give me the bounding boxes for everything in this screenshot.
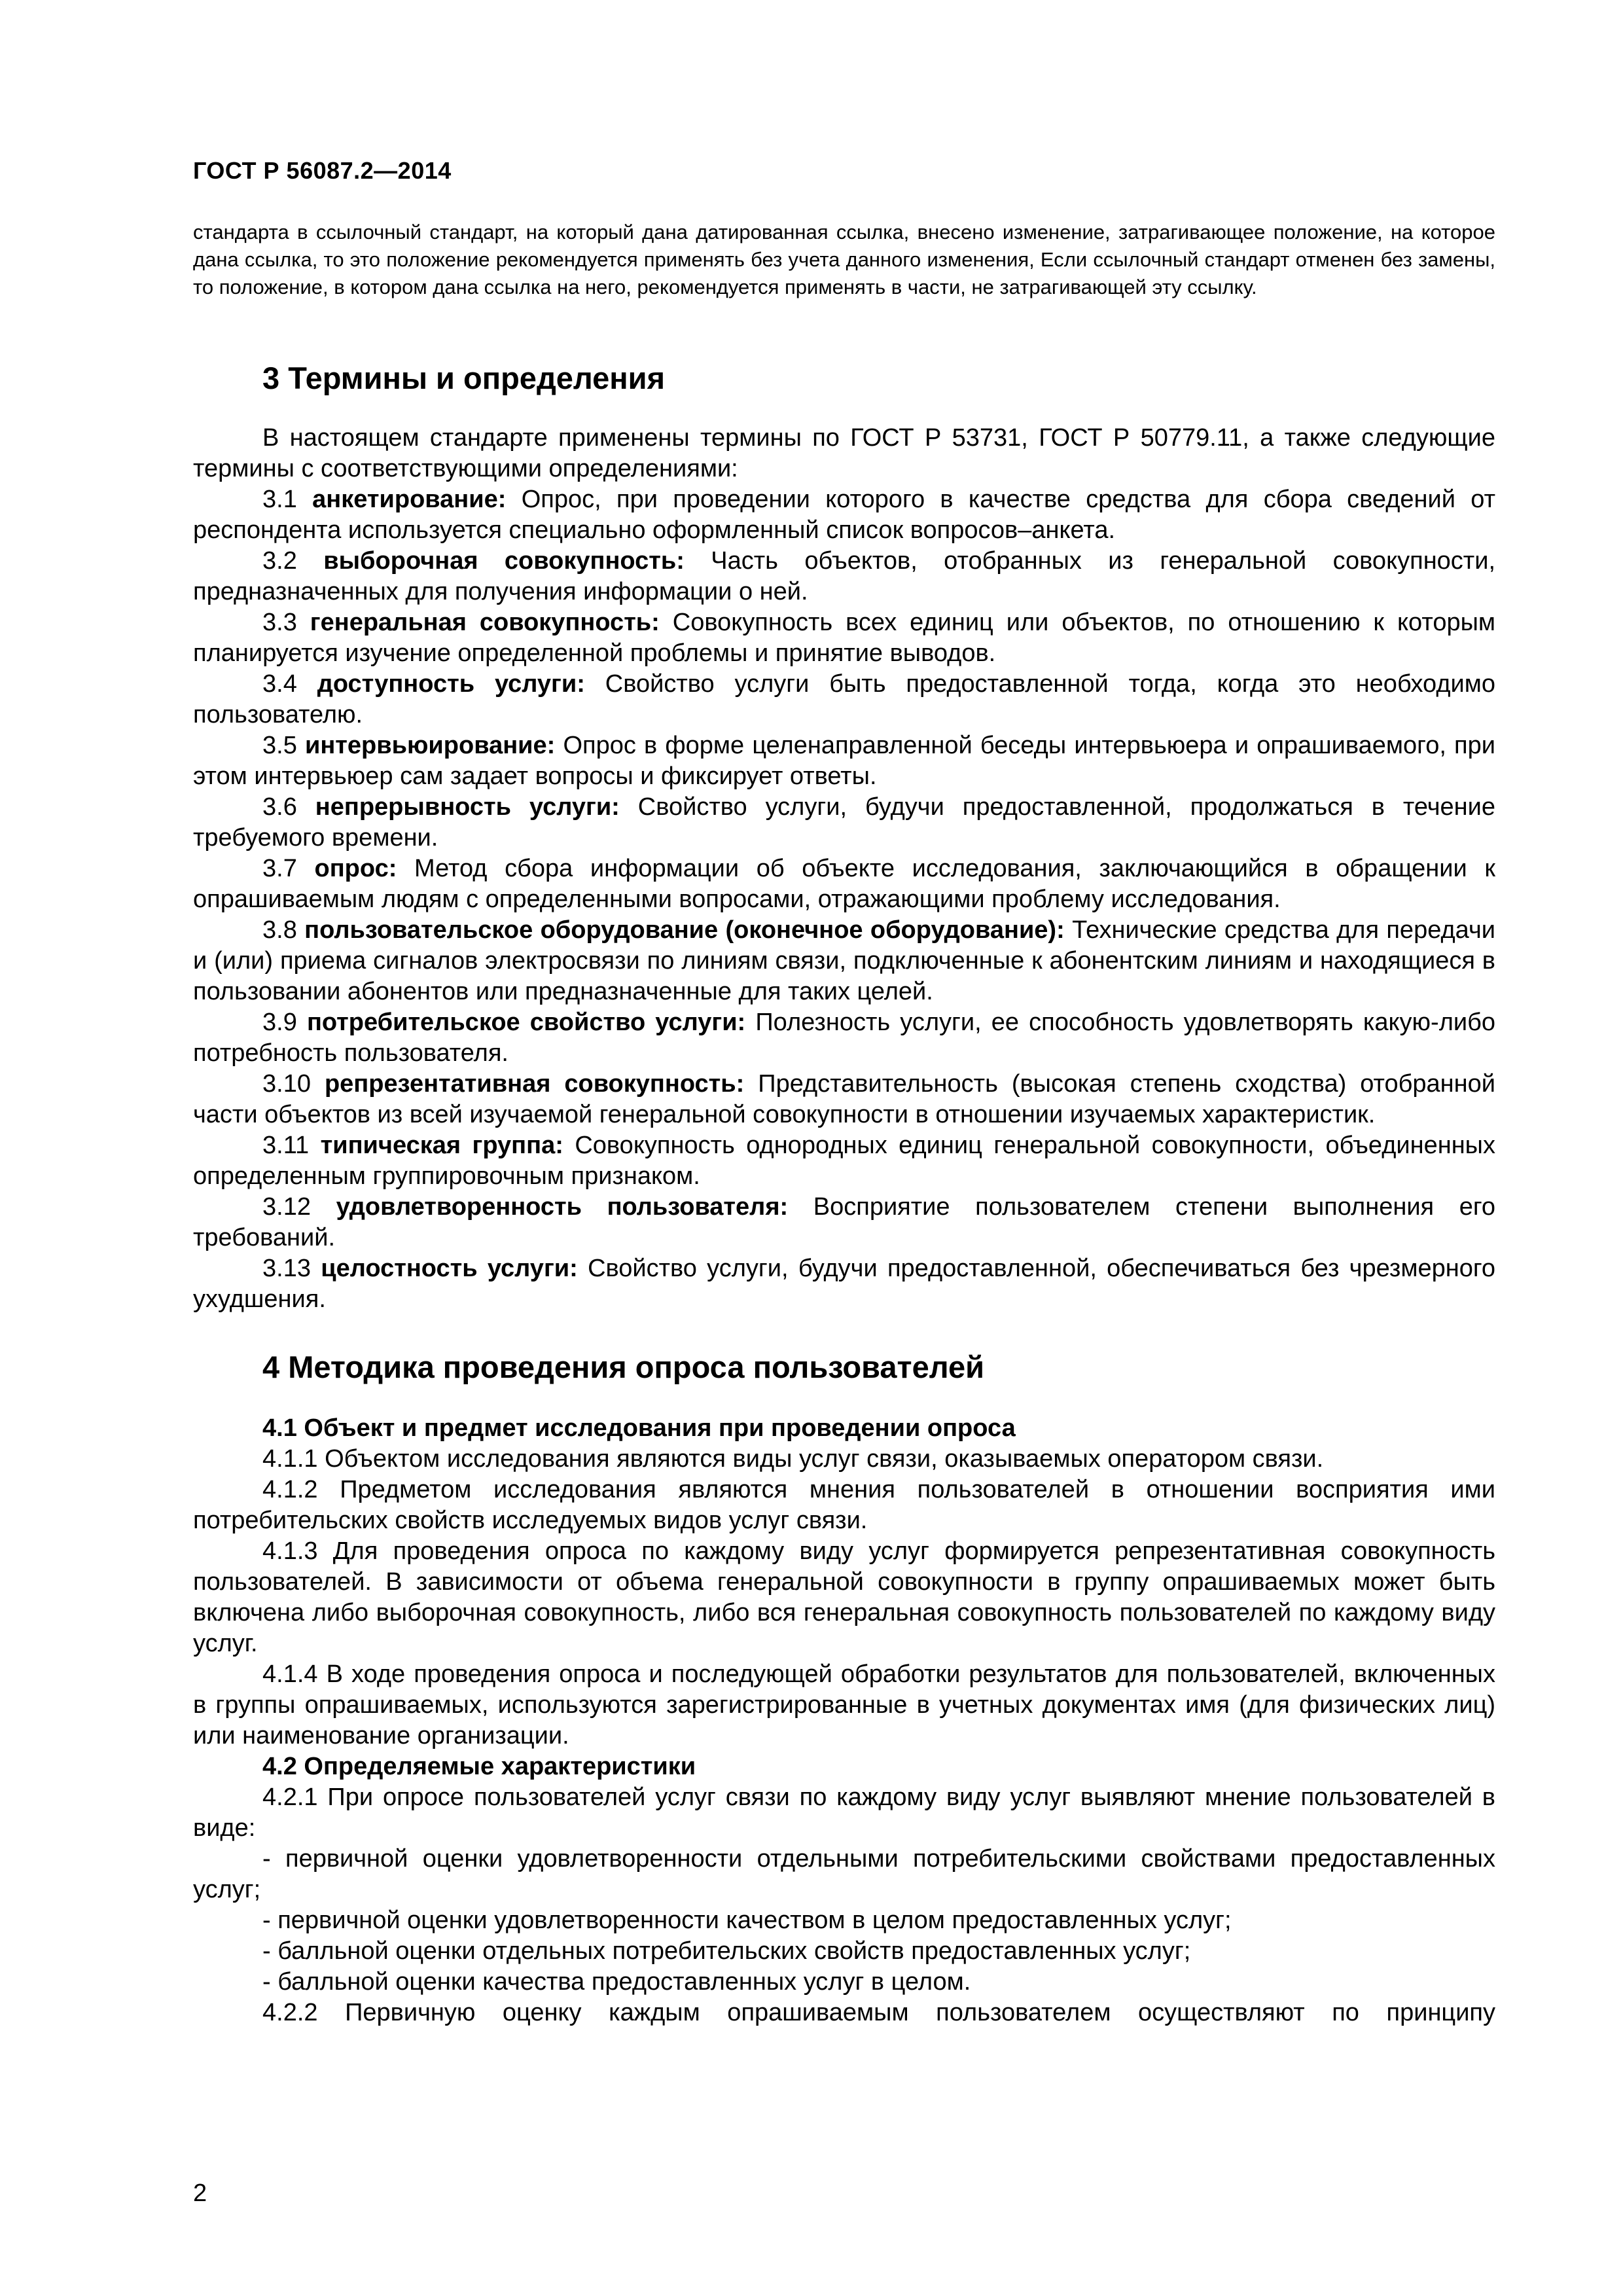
document-body	[193, 359, 1495, 2028]
term-definition: Восприятие пользователем степени выполнения его требований.	[193, 1193, 1496, 1251]
subsection-4-1-heading: 4.1 Объект и предмет исследования при проведении опроса	[262, 1414, 1016, 1442]
term-definition: Совокупность однородных единиц генеральной совокупности, объединенных определенным группировочным признаком.	[193, 1132, 1495, 1190]
term-name: доступность услуги:	[317, 670, 585, 698]
paragraph: 4.1.4 В ходе проведения опроса и последующей обработки результатов для пользователей, включенных в группы опрашиваемых, используются зарегистрированные в учетных документах имя (для физических лиц) или наименование организации.	[193, 1660, 1495, 1749]
section-3-heading: 3 Термины и определения	[262, 361, 665, 395]
term-name: пользовательское оборудование (оконечное оборудование):	[304, 916, 1065, 944]
term-number: 3.12	[262, 1193, 311, 1221]
intro-text: стандарта в ссылочный стандарт, на который дана датированная ссылка, внесено изменение, затрагивающее положение, на которое дана ссылка, то это положение рекомендуется применять без учета данного изменения, Если ссылочный стандарт отменен без замены, то положение, в котором дана ссылка на него, рекомендуется применять в части, не затрагивающей эту ссылку.	[193, 221, 1495, 298]
term-definition: Технические средства для передачи и (или) приема сигналов электросвязи по линиям связи, подключенные к абонентским линиям и находящиеся в пользовании абонентов или предназначенные для таких целей.	[193, 916, 1495, 1005]
term-number: 3.11	[262, 1132, 310, 1159]
term-entry	[193, 484, 1495, 546]
term-definition: Свойство услуги, будучи предоставленной, продолжаться в течение требуемого времени.	[193, 793, 1495, 852]
term-name: целостность услуги:	[321, 1255, 578, 1282]
term-entry	[193, 1130, 1495, 1192]
term-entry	[193, 1069, 1495, 1130]
section-3-lead: В настоящем стандарте применены термины по ГОСТ Р 53731, ГОСТ Р 50779.11, а также следующие термины с соответствующими определениями:	[193, 424, 1495, 482]
term-number: 3.2	[262, 547, 297, 575]
term-definition: Совокупность всех единиц или объектов, по отношению к которым планируется изучение определенной проблемы и принятие выводов.	[193, 609, 1496, 667]
term-definition: Свойство услуги быть предоставленной тогда, когда это необходимо пользователю.	[193, 670, 1495, 728]
list-item: - балльной оценки качества предоставленных услуг в целом.	[262, 1968, 971, 1996]
section-4-heading: 4 Методика проведения опроса пользователей	[262, 1350, 984, 1384]
term-entry	[193, 1007, 1495, 1069]
term-number: 3.4	[262, 670, 297, 698]
term-name: репрезентативная совокупность:	[324, 1070, 745, 1098]
intro-paragraph	[193, 219, 1495, 301]
term-definition: Часть объектов, отобранных из генеральной совокупности, предназначенных для получения информации о ней.	[193, 547, 1495, 605]
term-entry	[193, 1253, 1495, 1315]
term-number: 3.3	[262, 609, 297, 636]
term-entry	[193, 1192, 1495, 1253]
term-name: опрос:	[314, 855, 397, 882]
terms-list	[193, 484, 1495, 1315]
term-entry	[193, 730, 1495, 792]
term-number: 3.9	[262, 1009, 297, 1036]
term-name: потребительское свойство услуги:	[306, 1009, 746, 1036]
paragraph: 4.1.3 Для проведения опроса по каждому виду услуг формируется репрезентативная совокупность пользователей. В зависимости от объема генеральной совокупности в группу опрашиваемых может быть включена либо выборочная совокупность, либо вся генеральная совокупность пользователей по каждому виду услуг.	[193, 1537, 1495, 1657]
term-definition: Полезность услуги, ее способность удовлетворять какую-либо потребность пользователя.	[193, 1009, 1495, 1067]
page-number: 2	[193, 2179, 207, 2207]
term-number: 3.8	[262, 916, 297, 944]
list-item: - балльной оценки отдельных потребительских свойств предоставленных услуг;	[262, 1937, 1191, 1965]
paragraph: 4.2.2 Первичную оценку каждым опрашиваемым пользователем осуществляют по принципу	[262, 1999, 1495, 2026]
term-name: генеральная совокупность:	[310, 609, 660, 636]
term-number: 3.1	[262, 486, 297, 513]
term-entry	[193, 546, 1495, 607]
term-entry	[193, 915, 1495, 1007]
paragraph: 4.1.1 Объектом исследования являются виды услуг связи, оказываемых оператором связи.	[262, 1445, 1324, 1473]
subsection-4-2-heading: 4.2 Определяемые характеристики	[262, 1753, 696, 1780]
document-header: ГОСТ Р 56087.2—2014	[193, 157, 452, 184]
term-name: интервьюирование:	[304, 732, 556, 759]
term-definition: Свойство услуги, будучи предоставленной, обеспечиваться без чрезмерного ухудшения.	[193, 1255, 1495, 1313]
term-definition: Опрос в форме целенаправленной беседы интервьюера и опрашиваемого, при этом интервьюер сам задает вопросы и фиксирует ответы.	[193, 732, 1495, 790]
term-number: 3.7	[262, 855, 297, 882]
list-item: - первичной оценки удовлетворенности качеством в целом предоставленных услуг;	[262, 1907, 1232, 1934]
term-entry	[193, 853, 1495, 915]
term-number: 3.5	[262, 732, 297, 759]
term-name: удовлетворенность пользователя:	[336, 1193, 789, 1221]
term-number: 3.6	[262, 793, 297, 821]
term-name: непрерывность услуги:	[315, 793, 620, 821]
term-definition: Метод сбора информации об объекте исследования, заключающийся в обращении к опрашиваемым людям с определенными вопросами, отражающими проблему исследования.	[193, 855, 1496, 913]
term-entry	[193, 607, 1495, 669]
term-definition: Опрос, при проведении которого в качестве средства для сбора сведений от респондента используется специально оформленный список вопросов–анкета.	[193, 486, 1495, 544]
term-definition: Представительность (высокая степень сходства) отобранной части объектов из всей изучаемой генеральной совокупности в отношении изучаемых характеристик.	[193, 1070, 1496, 1128]
term-entry	[193, 792, 1495, 853]
term-name: типическая группа:	[320, 1132, 563, 1159]
paragraph: 4.2.1 При опросе пользователей услуг связи по каждому виду услуг выявляют мнение пользователей в виде:	[193, 1784, 1495, 1842]
list-item: - первичной оценки удовлетворенности отдельными потребительскими свойствами предоставленных услуг;	[193, 1845, 1495, 1903]
term-number: 3.13	[262, 1255, 311, 1282]
paragraph: 4.1.2 Предметом исследования являются мнения пользователей в отношении восприятия ими потребительских свойств исследуемых видов услуг связи.	[193, 1476, 1495, 1534]
term-name: выборочная совокупность:	[323, 547, 685, 575]
term-number: 3.10	[262, 1070, 311, 1098]
term-entry	[193, 669, 1495, 730]
term-name: анкетирование:	[312, 486, 507, 513]
